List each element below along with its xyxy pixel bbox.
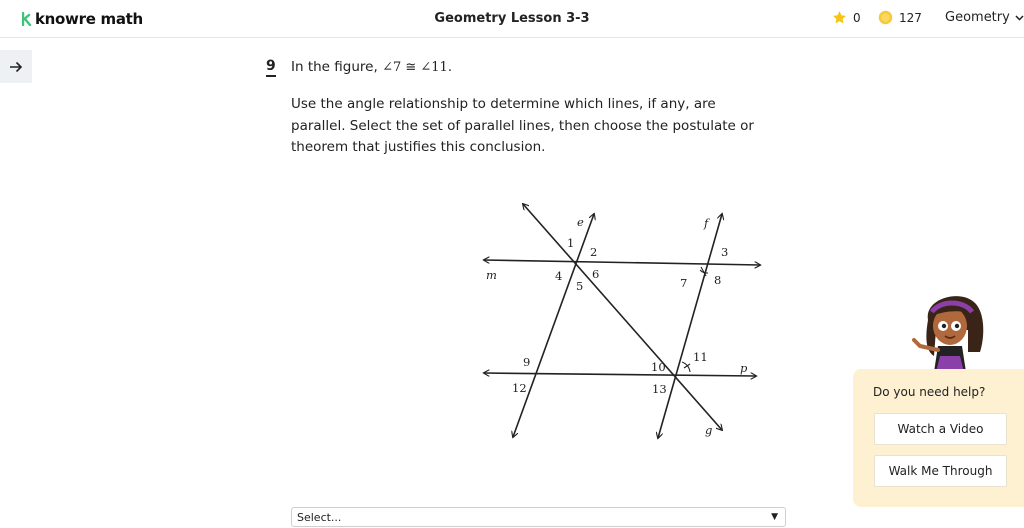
angle-label-5: 5 [576, 279, 584, 293]
line-p [484, 373, 756, 376]
question-stem-text: In the figure, [291, 59, 378, 75]
star-icon [832, 10, 847, 25]
watch-video-button[interactable]: Watch a Video [874, 413, 1007, 445]
angle-label-10: 10 [651, 360, 666, 374]
help-panel [853, 369, 1024, 507]
label-line-m: m [486, 268, 497, 282]
angle-label-12: 12 [512, 381, 527, 395]
lesson-title: Geometry Lesson 3-3 [434, 11, 590, 26]
label-line-p: p [740, 361, 748, 375]
caret-down-icon: ▼ [771, 512, 778, 522]
stars-counter [832, 10, 861, 25]
question-body: Use the angle relationship to determine which lines, if any, are parallel. Select the set of parallel lines, then choose the postulate or theorem that justifies this conclusion. [291, 96, 754, 155]
angle-label-2: 2 [590, 245, 598, 259]
knowre-logo[interactable] [22, 10, 143, 28]
walk-me-through-button[interactable]: Walk Me Through [874, 455, 1007, 487]
parallel-lines-select[interactable] [291, 507, 786, 527]
angle-label-4: 4 [555, 269, 563, 283]
question-number: 9 [266, 58, 276, 77]
angle-label-8: 8 [714, 273, 722, 287]
line-e [513, 214, 594, 437]
angle-label-9: 9 [523, 355, 531, 369]
subject-label: Geometry [945, 10, 1010, 25]
coin-icon [878, 10, 893, 25]
label-line-f: f [704, 216, 709, 230]
angle-label-11: 11 [693, 350, 708, 364]
question-stem [291, 59, 452, 76]
knowre-logo-icon [22, 12, 32, 26]
side-panel-toggle[interactable] [0, 50, 32, 83]
label-line-g: g [705, 423, 713, 437]
coins-counter [878, 10, 922, 25]
line-m [484, 260, 760, 265]
coins-count: 127 [899, 10, 922, 25]
help-title: Do you need help? [873, 385, 986, 399]
select-placeholder: Select... [297, 510, 342, 524]
stars-count: 0 [853, 10, 861, 25]
logo-text: knowre math [35, 10, 143, 28]
angle-label-7: 7 [680, 276, 688, 290]
label-line-e: e [577, 215, 584, 229]
angle-label-3: 3 [721, 245, 729, 259]
chevron-down-icon [1015, 15, 1024, 21]
angle-label-6: 6 [592, 267, 600, 281]
helper-mascot-icon [910, 290, 992, 372]
subject-dropdown[interactable] [945, 10, 1024, 25]
geometry-figure [470, 195, 770, 445]
arrow-right-icon [9, 61, 23, 73]
angle-congruence: ∠7 ≅ ∠11. [382, 60, 452, 75]
angle-label-13: 13 [652, 382, 667, 396]
top-header [0, 0, 1024, 38]
angle-label-1: 1 [567, 236, 575, 250]
line-f [658, 214, 722, 438]
